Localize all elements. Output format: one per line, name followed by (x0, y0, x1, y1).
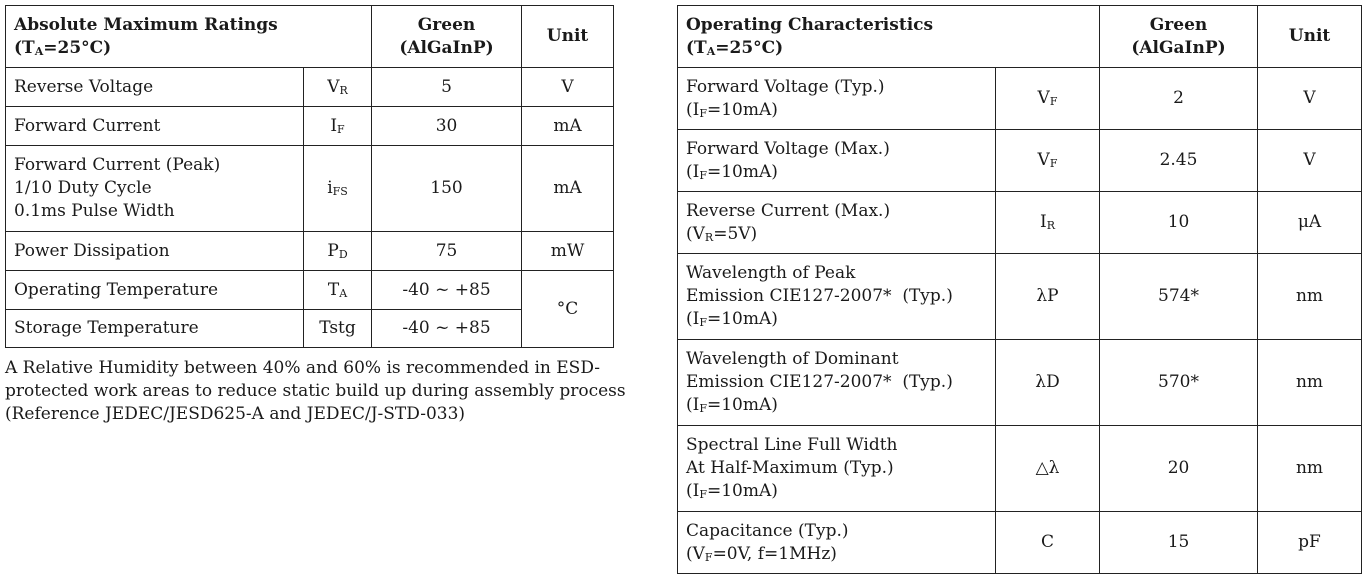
unit: μA (1258, 192, 1362, 254)
param-name: Forward Current (6, 107, 304, 146)
table-row (6, 271, 614, 310)
table-row (678, 340, 1362, 426)
table-row (678, 426, 1362, 512)
abs-green-header: Green (AlGaInP) (372, 6, 522, 68)
value: 75 (372, 232, 522, 271)
unit: pF (1258, 512, 1362, 574)
param-name: Reverse Voltage (6, 68, 304, 107)
value: 5 (372, 68, 522, 107)
param-name: Forward Current (Peak) 1/10 Duty Cycle 0.1ms Pulse Width (6, 146, 304, 232)
op-green-header: Green (AlGaInP) (1100, 6, 1258, 68)
symbol: $T_A$ (304, 271, 372, 310)
param-name: Reverse Current (Max.) $(V_R=5V)$ (678, 192, 996, 254)
param-name: Wavelength of Peak Emission CIE127-2007* (Typ.) $(I_F=10mA)$ (678, 254, 996, 340)
param-name: Capacitance (Typ.) ($V_F=0V$, f=1MHz) (678, 512, 996, 574)
param-name: Forward Voltage (Typ.) $(I_F=10mA)$ (678, 68, 996, 130)
symbol: λD (996, 340, 1100, 426)
table-row (678, 254, 1362, 340)
symbol: △λ (996, 426, 1100, 512)
table-row (6, 146, 614, 232)
symbol: $V_F$ (996, 68, 1100, 130)
unit: V (1258, 130, 1362, 192)
unit: °C (522, 271, 614, 348)
table-row (6, 68, 614, 107)
symbol: $I_R$ (996, 192, 1100, 254)
table-row (678, 68, 1362, 130)
param-name: Spectral Line Full Width At Half-Maximum (Typ.) $(I_F=10mA)$ (678, 426, 996, 512)
unit: mA (522, 146, 614, 232)
table-row (6, 232, 614, 271)
operating-characteristics-table (677, 5, 1362, 574)
unit: V (522, 68, 614, 107)
value: 570* (1100, 340, 1258, 426)
abs-unit-header: Unit (522, 6, 614, 68)
table-row (678, 130, 1362, 192)
table-row (6, 107, 614, 146)
op-condition: $(T_A=25^\circ C)$ (686, 37, 784, 58)
unit: nm (1258, 426, 1362, 512)
param-name: Power Dissipation (6, 232, 304, 271)
humidity-note: A Relative Humidity between 40% and 60% is recommended in ESD-protected work areas to reduce static build up during assembly process (Reference JEDEC/JESD625-A and JEDEC/J-STD-033) (5, 358, 626, 424)
abs-title-cell (6, 6, 372, 68)
symbol: $i_{FS}$ (304, 146, 372, 232)
table-row (678, 192, 1362, 254)
value: 10 (1100, 192, 1258, 254)
value: 574* (1100, 254, 1258, 340)
unit: nm (1258, 254, 1362, 340)
op-title: Operating Characteristics (686, 14, 934, 35)
value: -40 ~ +85 (372, 271, 522, 310)
op-header-row (678, 6, 1362, 68)
value: 20 (1100, 426, 1258, 512)
symbol: $I_F$ (304, 107, 372, 146)
absolute-maximum-ratings-table (5, 5, 614, 348)
value: 30 (372, 107, 522, 146)
op-title-cell (678, 6, 1100, 68)
param-name: Wavelength of Dominant Emission CIE127-2007* (Typ.) $(I_F=10mA)$ (678, 340, 996, 426)
symbol: $P_D$ (304, 232, 372, 271)
symbol: λP (996, 254, 1100, 340)
param-name: Forward Voltage (Max.) $(I_F=10mA)$ (678, 130, 996, 192)
unit: V (1258, 68, 1362, 130)
param-name: Storage Temperature (6, 310, 304, 348)
op-unit-header: Unit (1258, 6, 1362, 68)
symbol: $V_F$ (996, 130, 1100, 192)
abs-title: Absolute Maximum Ratings (14, 14, 278, 35)
param-name: Operating Temperature (6, 271, 304, 310)
unit: mA (522, 107, 614, 146)
symbol: C (996, 512, 1100, 574)
unit: nm (1258, 340, 1362, 426)
symbol: $V_R$ (304, 68, 372, 107)
abs-condition: $(T_A=25^\circ C)$ (14, 37, 112, 58)
symbol: Tstg (304, 310, 372, 348)
value: -40 ~ +85 (372, 310, 522, 348)
unit: mW (522, 232, 614, 271)
value: 150 (372, 146, 522, 232)
value: 2.45 (1100, 130, 1258, 192)
value: 2 (1100, 68, 1258, 130)
abs-header-row (6, 6, 614, 68)
value: 15 (1100, 512, 1258, 574)
table-row (678, 512, 1362, 574)
